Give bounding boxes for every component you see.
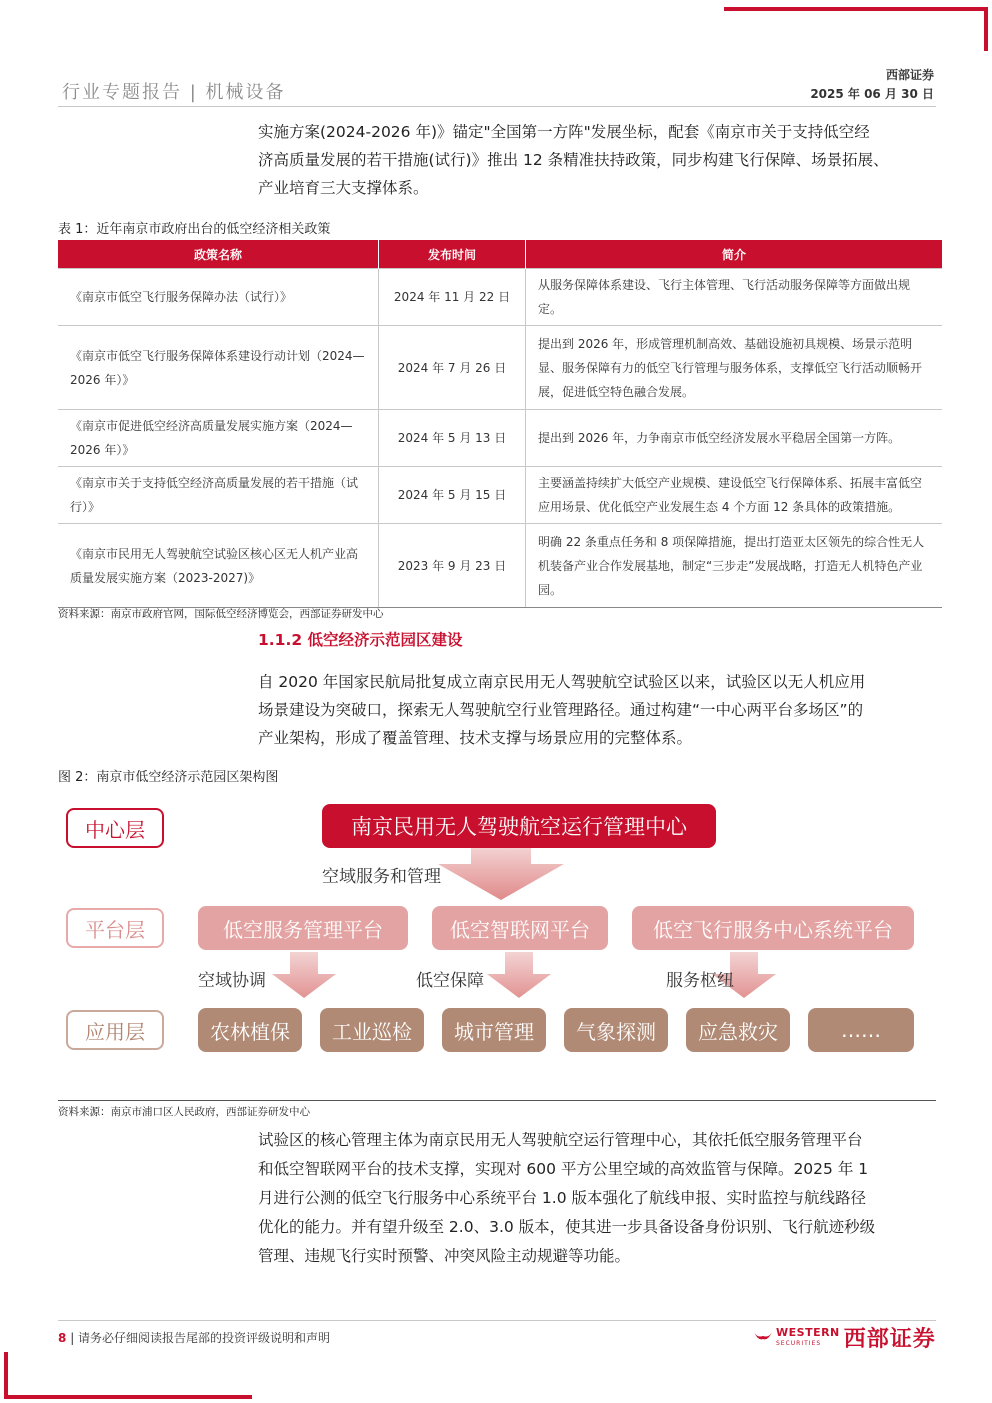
table-row — [58, 524, 942, 608]
table-row — [58, 467, 942, 524]
logo-english-name: WESTERN — [776, 1325, 840, 1339]
application-box: 农林植保 — [198, 1008, 302, 1052]
policy-date: 2024 年 5 月 13 日 — [379, 410, 526, 467]
policy-summary: 明确 22 条重点任务和 8 项保障措施，提出打造亚太区领先的综合性无人机装备产业合作发展基地，制定“三步走”发展战略，打造无人机特色产业园。 — [526, 524, 943, 608]
policy-summary: 提出到 2026 年，力争南京市低空经济发展水平稳居全国第一方阵。 — [526, 410, 943, 467]
figure-divider — [58, 1100, 936, 1101]
policy-summary: 从服务保障体系建设、飞行主体管理、飞行活动服务保障等方面做出规定。 — [526, 269, 943, 326]
paragraph-line: 场景建设为突破口，探索无人驾驶航空行业管理路径。通过构建“一中心两平台多场区”的 — [258, 701, 864, 719]
column-header-summary: 简介 — [526, 240, 943, 269]
policy-summary: 提出到 2026 年，形成管理机制高效、基础设施初具规模、场景示范明显、服务保障有力的低空飞行管理与服务体系，支撑低空飞行活动顺畅开展，促进低空特色融合发展。 — [526, 326, 943, 410]
application-box: …… — [808, 1008, 914, 1052]
corner-decoration-bottom-left — [4, 1395, 252, 1399]
section-paragraph — [258, 668, 938, 752]
arrow-platform1-to-app — [272, 952, 336, 998]
page-number: 8 — [58, 1331, 67, 1345]
figure-source: 资料来源：南京市浦口区人民政府，西部证券研发中心 — [58, 1106, 310, 1118]
platform-box: 低空智联网平台 — [432, 906, 608, 950]
policy-date: 2024 年 7 月 26 日 — [379, 326, 526, 410]
platform-arrow-label: 低空保障 — [416, 971, 484, 991]
layer-label-center: 中心层 — [66, 808, 164, 848]
column-header-name: 政策名称 — [58, 240, 379, 269]
paragraph-line: 产业架构，形成了覆盖管理、技术支撑与场景应用的完整体系。 — [258, 729, 693, 747]
paragraph-line: 月进行公测的低空飞行服务中心系统平台 1.0 版本强化了航线申报、实时监控与航线路径 — [258, 1189, 867, 1207]
column-header-date: 发布时间 — [379, 240, 526, 269]
table-row — [58, 326, 942, 410]
table-row — [58, 410, 942, 467]
header-divider — [58, 106, 936, 107]
layer-label-platform: 平台层 — [66, 908, 164, 948]
architecture-diagram — [58, 790, 936, 1100]
corner-decoration-top-right — [724, 7, 988, 11]
figure-caption: 图 2：南京市低空经济示范园区架构图 — [58, 770, 279, 785]
application-box: 气象探测 — [564, 1008, 668, 1052]
paragraph-line: 和低空智联网平台的技术支撑，实现对 600 平方公里空域的高效监管与保障。2025 年 1 — [258, 1160, 869, 1178]
table-row — [58, 269, 942, 326]
platform-arrow-label: 服务枢纽 — [666, 971, 734, 991]
policy-name: 《南京市低空飞行服务保障办法（试行）》 — [58, 269, 379, 326]
footer-divider — [58, 1320, 936, 1321]
policy-date: 2024 年 5 月 15 日 — [379, 467, 526, 524]
paragraph-line: 自 2020 年国家民航局批复成立南京民用无人驾驶航空试验区以来，试验区以无人机应用 — [258, 673, 866, 691]
application-box: 城市管理 — [442, 1008, 546, 1052]
company-logo — [752, 1322, 936, 1353]
header-date: 2025 年 06 月 30 日 — [810, 87, 934, 101]
platform-box: 低空飞行服务中心系统平台 — [632, 906, 914, 950]
report-category-title: 行业专题报告 | 机械设备 — [62, 82, 286, 103]
paragraph-line: 管理、违规飞行实时预警、冲突风险主动规避等功能。 — [258, 1247, 631, 1265]
policy-table — [58, 240, 942, 608]
paragraph-line: 济高质量发展的若干措施(试行)》推出 12 条精准扶持政策，同步构建飞行保障、场景拓展、 — [258, 151, 889, 169]
header-brand-date — [810, 66, 934, 104]
arrow-platform2-to-app — [487, 952, 551, 998]
policy-date: 2023 年 9 月 23 日 — [379, 524, 526, 608]
logo-english — [776, 1327, 840, 1349]
policy-date: 2024 年 11 月 22 日 — [379, 269, 526, 326]
footer-separator: | — [70, 1331, 79, 1345]
bull-horns-icon — [752, 1329, 774, 1347]
platform-arrow-label: 空域协调 — [198, 971, 266, 991]
policy-name: 《南京市促进低空经济高质量发展实施方案（2024—2026 年）》 — [58, 410, 379, 467]
paragraph-line: 优化的能力。并有望升级至 2.0、3.0 版本，使其进一步具备设备身份识别、飞行航迹秒级 — [258, 1218, 876, 1236]
platform-box: 低空服务管理平台 — [198, 906, 408, 950]
header-brand: 西部证券 — [885, 68, 934, 82]
corner-decoration-bottom-left-vertical — [4, 1352, 8, 1399]
policy-summary: 主要涵盖持续扩大低空产业规模、建设低空飞行保障体系、拓展丰富低空应用场景、优化低空产业发展生态 4 个方面 12 条具体的政策措施。 — [526, 467, 943, 524]
policy-name: 《南京市关于支持低空经济高质量发展的若干措施（试行）》 — [58, 467, 379, 524]
paragraph-line: 试验区的核心管理主体为南京民用无人驾驶航空运行管理中心，其依托低空服务管理平台 — [258, 1131, 863, 1149]
policy-name: 《南京市民用无人驾驶航空试验区核心区无人机产业高质量发展实施方案（2023-2027)》 — [58, 524, 379, 608]
paragraph-line: 产业培育三大支撑体系。 — [258, 179, 429, 197]
footer-note — [58, 1329, 330, 1346]
table-header-row — [58, 240, 942, 269]
center-box: 南京民用无人驾驶航空运行管理中心 — [322, 804, 716, 848]
arrow-center-to-platform — [438, 840, 564, 900]
application-box: 应急救灾 — [686, 1008, 790, 1052]
table-source: 资料来源：南京市政府官网，国际低空经济博览会，西部证券研发中心 — [58, 608, 384, 620]
footer-disclaimer: 请务必仔细阅读报告尾部的投资评级说明和声明 — [78, 1331, 331, 1345]
section-title: 1.1.2 低空经济示范园区建设 — [258, 631, 463, 649]
center-arrow-label: 空域服务和管理 — [322, 867, 441, 887]
corner-decoration-top-right-vertical — [984, 7, 988, 51]
logo-english-sub: SECURITIES — [776, 1339, 822, 1347]
table-caption: 表 1：近年南京市政府出台的低空经济相关政策 — [58, 222, 331, 237]
layer-label-application: 应用层 — [66, 1010, 164, 1050]
intro-paragraph — [258, 118, 938, 202]
application-box: 工业巡检 — [320, 1008, 424, 1052]
paragraph-line: 实施方案(2024-2026 年)》锚定"全国第一方阵"发展坐标，配套《南京市关于支持低空经 — [258, 123, 870, 141]
logo-chinese-name: 西部证券 — [843, 1327, 936, 1352]
closing-paragraph — [258, 1126, 938, 1271]
policy-name: 《南京市低空飞行服务保障体系建设行动计划（2024—2026 年）》 — [58, 326, 379, 410]
